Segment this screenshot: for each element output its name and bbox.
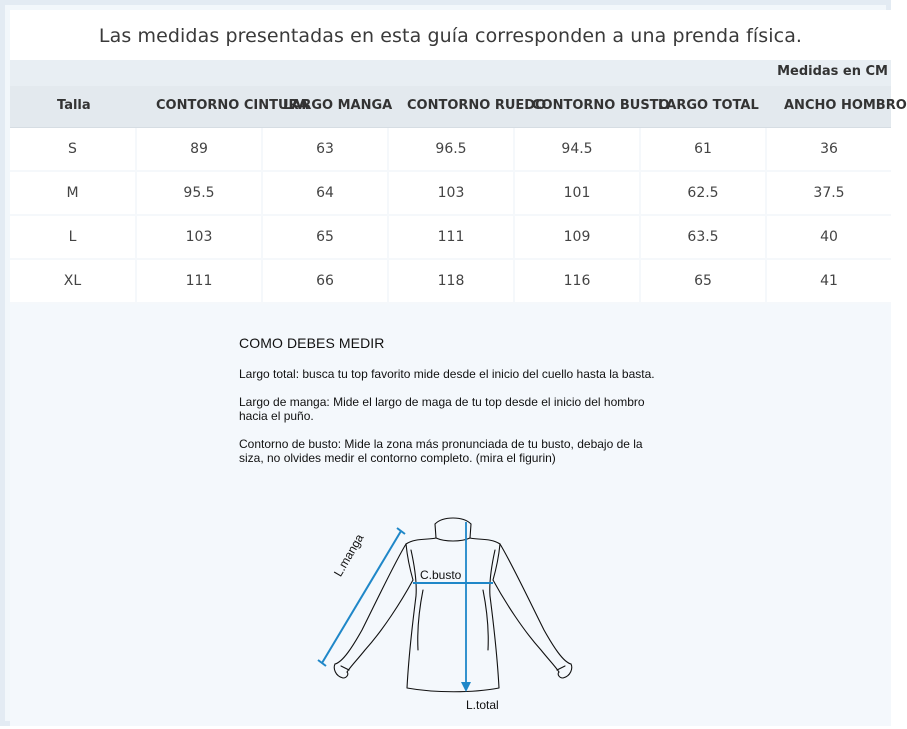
table-cell: 103: [389, 172, 513, 214]
table-row: [10, 216, 891, 260]
total-length-label: L.total: [466, 698, 499, 712]
guide-title: COMO DEBES MEDIR: [239, 335, 385, 351]
table-cell: 101: [515, 172, 639, 214]
size-cell: XL: [10, 260, 135, 302]
table-cell: 40: [767, 216, 891, 258]
table-cell: 96.5: [389, 128, 513, 170]
table-cell: 63.5: [641, 216, 765, 258]
table-cell: 36: [767, 128, 891, 170]
header-contorno-cintura: CONTORNO CINTURA: [156, 98, 309, 113]
header-largo-manga: LARGO MANGA: [283, 98, 393, 113]
sleeve-measure-line: [318, 528, 405, 666]
header-ancho-hombro: ANCHO HOMBRO: [784, 98, 907, 113]
table-cell: 118: [389, 260, 513, 302]
table-body: [10, 128, 891, 304]
table-row: [10, 172, 891, 216]
measure-instructions: [239, 335, 659, 479]
table-cell: 103: [137, 216, 261, 258]
table-cell: 109: [515, 216, 639, 258]
table-cell: 64: [263, 172, 387, 214]
table-header: [10, 86, 907, 128]
unit-row: [10, 60, 891, 86]
table-cell: 89: [137, 128, 261, 170]
table-cell: 62.5: [641, 172, 765, 214]
table-cell: 111: [137, 260, 261, 302]
header-talla: Talla: [57, 98, 91, 113]
size-cell: L: [10, 216, 135, 258]
table-cell: 65: [641, 260, 765, 302]
size-cell: S: [10, 128, 135, 170]
table-cell: 95.5: [137, 172, 261, 214]
sleeve-label: L.manga: [331, 531, 367, 579]
garment-figure: [305, 510, 595, 725]
table-cell: 41: [767, 260, 891, 302]
table-cell: 111: [389, 216, 513, 258]
header-contorno-busto: CONTORNO BUSTO: [532, 98, 670, 113]
table-row: [10, 128, 891, 172]
table-cell: 61: [641, 128, 765, 170]
guide-paragraph-contorno-busto: Contorno de busto: Mide la zona más pronunciada de tu busto, debajo de la siza, no olvides medir el contorno completo. (mira el figurin): [239, 437, 643, 465]
header-contorno-ruedo: CONTORNO RUEDO: [407, 98, 547, 113]
table-cell: 63: [263, 128, 387, 170]
unit-label: Medidas en CM: [777, 64, 888, 79]
table-row: [10, 260, 891, 304]
guide-paragraph-largo-total: Largo total: busca tu top favorito mide desde el inicio del cuello hasta la basta.: [239, 367, 655, 381]
guide-paragraph-largo-manga: Largo de manga: Mide el largo de maga de tu top desde el inicio del hombro hacia el puño.: [239, 395, 645, 423]
table-cell: 66: [263, 260, 387, 302]
intro-text: Las medidas presentadas en esta guía corresponden a una prenda física.: [10, 10, 891, 60]
table-cell: 116: [515, 260, 639, 302]
total-length-line: [461, 522, 471, 692]
table-cell: 37.5: [767, 172, 891, 214]
bust-label: C.busto: [420, 568, 462, 582]
table-cell: 65: [263, 216, 387, 258]
size-cell: M: [10, 172, 135, 214]
table-cell: 94.5: [515, 128, 639, 170]
header-largo-total: LARGO TOTAL: [658, 98, 759, 113]
